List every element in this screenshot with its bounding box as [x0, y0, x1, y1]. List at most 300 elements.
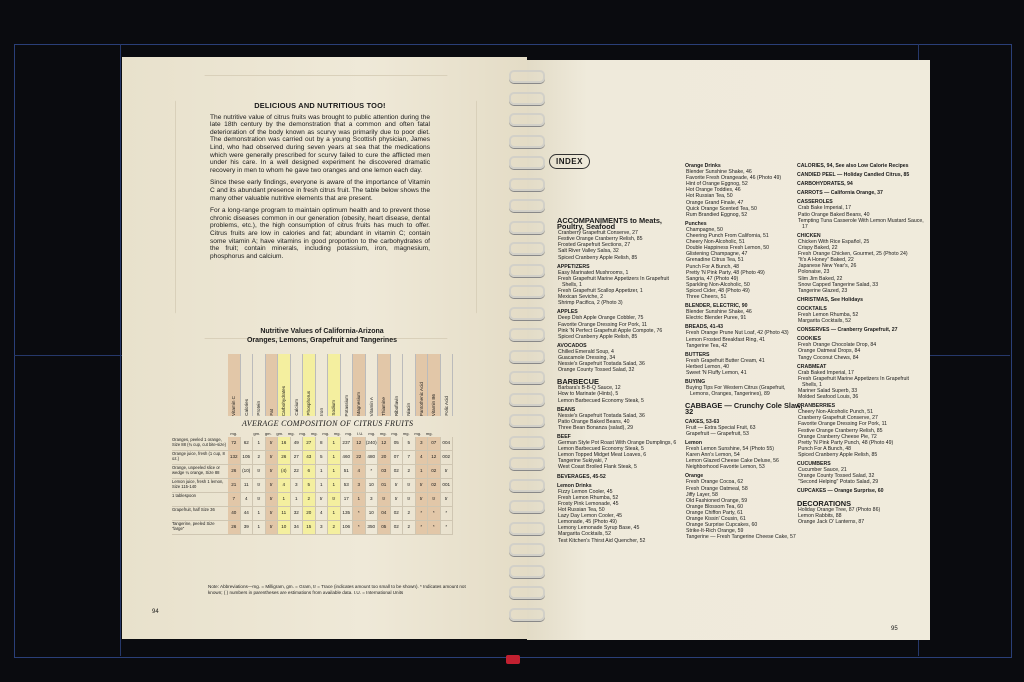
- column-header-label: Calories: [243, 399, 249, 416]
- column-header: [241, 354, 254, 416]
- index-entry: Buying Tips For Western Citrus (Grapefruit, Lemons, Oranges, Tangerines), 89: [686, 385, 786, 398]
- index-category: CRABMEAT: [797, 363, 827, 370]
- table-cell: 02: [391, 507, 404, 520]
- spiral-binding: [509, 60, 543, 640]
- table-cell: 1: [316, 465, 329, 478]
- avg-composition-title: AVERAGE COMPOSITION OF CITRUS FRUITS: [242, 419, 414, 428]
- index-entry: Orange Oatmeal Drops, 84: [798, 348, 861, 355]
- table-cell: 20: [303, 507, 316, 520]
- column-header-label: Calcium: [293, 399, 299, 416]
- table-cell: tr: [378, 493, 391, 506]
- index-entry: Fresh Grapefruit Marine Appetizers In Grapefruit Shells, 1: [798, 375, 910, 388]
- index-category: BARBECUE: [557, 377, 599, 387]
- spiral-coil: [509, 70, 545, 83]
- table-cell: 3: [291, 479, 304, 492]
- spiral-coil: [509, 457, 545, 470]
- table-cell: 1: [253, 507, 266, 520]
- left-page: [122, 57, 527, 639]
- unit-label: mg.: [345, 431, 353, 436]
- table-cell: 04: [378, 507, 391, 520]
- column-header-label: Thiamine: [381, 397, 387, 416]
- column-header-label: Vitamin C: [231, 396, 237, 416]
- index-entry: Strike-It-Rich Orange, 59: [686, 528, 744, 535]
- spiral-coil: [509, 221, 545, 234]
- column-header-label: Phosphorus: [306, 391, 312, 416]
- spiral-coil: [509, 436, 545, 449]
- index-entry: Fresh Grapefruit Butter Cream, 41: [686, 357, 765, 364]
- index-entry: Spiced Cranberry Apple Relish, 85: [798, 451, 878, 458]
- spiral-coil: [509, 500, 545, 513]
- unit-label: gm.: [264, 431, 272, 436]
- unit-label: mg.: [402, 431, 410, 436]
- table-cell: 21: [228, 479, 241, 492]
- index-entry: Three Bean Bonanza (salad), 29: [558, 424, 633, 431]
- index-entry: Crab Baked Imperial, 17: [798, 369, 854, 376]
- index-entry: Shrimp Pacifica, 2 (Photo 3): [558, 300, 623, 307]
- table-cell: 7: [228, 493, 241, 506]
- index-entry: Cranberry Grapefruit Conserve, 27: [798, 415, 878, 422]
- index-entry: Easy Marinated Mushrooms, 1: [558, 269, 629, 276]
- essay-title: DELICIOUS AND NUTRITIOUS TOO!: [254, 101, 386, 110]
- table-cell: 11: [278, 507, 291, 520]
- table-cell: tr: [328, 493, 341, 506]
- table-cell: 3: [353, 479, 366, 492]
- spiral-coil: [509, 199, 545, 212]
- index-entry: Tangerine — Fresh Tangerine Cheese Cake, 57: [686, 534, 796, 541]
- spiral-coil: [509, 285, 545, 298]
- column-header-label: Sodium: [331, 400, 337, 416]
- index-entry: Old Fashioned Orange, 59: [686, 497, 748, 504]
- index-entry: Lemon Rabbits, 88: [798, 512, 842, 519]
- table-cell: 2: [403, 465, 416, 478]
- index-category: Orange Drinks: [685, 163, 721, 169]
- index-entry: Japanese New Year's, 26: [798, 263, 857, 270]
- table-cell: 27: [291, 451, 304, 464]
- column-header-label: Protein: [256, 401, 262, 416]
- spiral-coil: [509, 543, 545, 556]
- index-entry: Margarita Cocktails, 52: [798, 318, 852, 325]
- index-heading: INDEX: [549, 154, 590, 169]
- spiral-coil: [509, 328, 545, 341]
- row-label: Tangerine, peeled Size "large": [172, 521, 215, 531]
- table-cell: 6: [303, 465, 316, 478]
- index-entry: Guacamole Dressing, 34: [558, 354, 616, 361]
- index-category: CONSERVES — Cranberry Grapefruit, 27: [797, 327, 898, 334]
- column-header: [278, 354, 291, 416]
- index-category: CARBOHYDRATES, 94: [797, 181, 853, 188]
- index-category: BEEF: [557, 434, 571, 440]
- table-row: [172, 493, 453, 507]
- table-cell: 2: [303, 493, 316, 506]
- index-entry: How to Marinate (Hints), 5: [558, 391, 619, 398]
- table-cell: tr: [391, 493, 404, 506]
- column-header: [366, 354, 379, 416]
- column-header: [416, 354, 429, 416]
- index-entry: Pink 'N Perfect Grapefruit Apple Compote, 76: [558, 327, 663, 334]
- table-cell: 4: [278, 479, 291, 492]
- table-cell: 2: [403, 521, 416, 534]
- column-header: [378, 354, 391, 416]
- table-cell: *: [416, 521, 429, 534]
- spiral-coil: [509, 608, 545, 621]
- table-cell: 02: [391, 521, 404, 534]
- index-entry: Favorite Fresh Orangeade, 46 (Photo 49): [686, 175, 782, 182]
- index-entry: Herbed Lemon, 40: [686, 363, 729, 370]
- index-category: BLENDER, ELECTRIC, 90: [685, 303, 748, 310]
- table-cell: 2: [328, 521, 341, 534]
- table-cell: 1: [416, 465, 429, 478]
- index-category: COOKIES: [797, 336, 821, 343]
- index-entry: Fresh Lemon Rhumba, 52: [798, 311, 859, 318]
- table-cell: *: [416, 507, 429, 520]
- unit-label: mg.: [310, 431, 318, 436]
- column-header: [228, 354, 241, 416]
- table-cell: 17: [341, 493, 354, 506]
- column-header-label: Potassium: [343, 394, 349, 416]
- index-entry: Neighborhood Favorite Lemon, 53: [686, 464, 765, 471]
- table-cell: 2: [403, 507, 416, 520]
- essay-paragraph: For a long-range program to maintain optimum health and to prevent those chronic diseases common in our generation (obesity, heart disease, dental problems, etc.), the high consumption of citrus fruits has much to offer. Citrus fruits are low in calories and fat; abundant in vitamin C; contain some vitamin A; have vitamins in good proportion to the carbohydrates of the fruit; contain minerals, including potassium, iron, magnesium, phosphorus and calcium.: [210, 207, 430, 260]
- index-entry: Fruit — Extra Special Fruit, 63: [686, 424, 756, 431]
- table-cell: tr: [441, 465, 454, 478]
- unit-label: mg.: [299, 431, 307, 436]
- index-entry: Spiced Cranberry Apple Relish, 85: [558, 333, 638, 340]
- right-page: [527, 60, 930, 640]
- row-label: Orange, unpeeled slice or wedge ¼ orange, Size 88: [172, 465, 220, 475]
- table-notes: Note: Abbreviations—mg. = Milligram, gm. = Gram, tr = Trace (indicates amount too small to be shown). * Indicates amount not known; ( ) numbers in parentheses are estimations from available data. I.U. = International Units: [208, 584, 466, 595]
- unit-row: [228, 431, 435, 436]
- index-entry: Orange County Tossed Salad, 32: [558, 367, 635, 374]
- unit-label: mg.: [230, 431, 238, 436]
- table-cell: 20: [378, 451, 391, 464]
- column-header-label: Riboflavin: [393, 395, 399, 416]
- table-cell: 1: [328, 479, 341, 492]
- spiral-coil: [509, 522, 545, 535]
- index-category: Lemon Drinks: [557, 482, 592, 489]
- table-cell: 44: [241, 507, 254, 520]
- index-entry: Pretty 'N Pink Party Punch, 48 (Photo 49): [798, 439, 894, 446]
- index-category: AVOCADOS: [557, 342, 587, 349]
- index-entry: Sweet 'N Fluffy Lemon, 41: [686, 370, 747, 376]
- column-header: [391, 354, 404, 416]
- table-cell: 001: [441, 479, 454, 492]
- table-cell: tr: [266, 437, 279, 450]
- table-cell: tr: [266, 451, 279, 464]
- index-entry: Cheering Punch From California, 51: [686, 233, 769, 240]
- table-cell: 106: [341, 521, 354, 534]
- table-row: [172, 465, 453, 479]
- index-entry: Three Cheers, 51: [686, 293, 727, 300]
- column-header: [328, 354, 341, 416]
- index-entry: Hint of Orange Eggnog, 52: [686, 181, 748, 188]
- table-cell: 26: [228, 521, 241, 534]
- table-cell: 40: [228, 507, 241, 520]
- index-entry: Fresh Orange Chocolate Drop, 84: [798, 342, 877, 349]
- index-entry: Orange Surprise Cupcakes, 60: [686, 522, 758, 529]
- essay-paragraph: Since these early findings, everyone is aware of the importance of Vitamin C and its abundant presence in fresh citrus fruit. The table below shows the many other valuable nutritive elements that are present.: [210, 179, 430, 202]
- table-cell: *: [441, 521, 454, 534]
- index-entry: Orange Grand Finale, 47: [686, 199, 744, 206]
- index-category: BEANS: [557, 406, 576, 413]
- spiral-coil: [509, 479, 545, 492]
- index-column-2: [685, 160, 803, 540]
- essay-paragraph: The nutritive value of citrus fruits was brought to public attention during the late 18th century by the demonstration that a common and often fatal deterioration of the body known as scurvy was primarily due to poor diet. The demonstration was carried out by a young Scottish physician, James Lind, who had observed during seven years at sea that the medications which were generally prescribed for scurvy failed to cure the afflicted men under his care. In a well designed experiment he discovered dramatic recovery in men to whom he gave two oranges and one lemon each day.: [210, 113, 430, 174]
- column-header-label: Vitamin B6: [431, 393, 437, 416]
- column-header-label: Fat: [268, 409, 274, 416]
- spiral-coil: [509, 156, 545, 169]
- index-entry: Mexican Seviche, 2: [558, 294, 603, 301]
- index-column-1: [557, 212, 677, 544]
- unit-label: gm.: [276, 431, 284, 436]
- index-entry: Orange Cranberry Cheese Pie, 72: [798, 433, 877, 440]
- index-entry: Lazy Day Lemon Cooler, 45: [558, 513, 623, 520]
- table-cell: 07: [391, 451, 404, 464]
- index-entry: Patio Orange Baked Beans, 40: [558, 418, 630, 425]
- index-entry: Sparkling Non-Alcoholic, 50: [686, 281, 750, 288]
- table-cell: 51: [341, 465, 354, 478]
- table-cell: 22: [291, 465, 304, 478]
- table-cell: 43: [303, 451, 316, 464]
- spiral-coil: [509, 307, 545, 320]
- spiral-coil: [509, 113, 545, 126]
- table-cell: 3: [416, 437, 429, 450]
- table-cell: *: [353, 521, 366, 534]
- index-entry: Orange Jack O' Lanterns, 87: [798, 518, 865, 525]
- table-title-line: Nutritive Values of California-Arizona: [260, 328, 384, 335]
- table-cell: 4: [316, 507, 329, 520]
- column-header-label: Magnesium: [356, 392, 362, 416]
- index-category: CANDIED PEEL — Holiday Candied Citrus, 85: [797, 172, 910, 179]
- essay: [210, 102, 430, 265]
- index-category: BUTTERS: [685, 351, 710, 358]
- column-header: [303, 354, 316, 416]
- index-entry: Fresh Orange Prune Nut Loaf, 42 (Photo 43): [686, 330, 789, 337]
- index-entry: Favorite Orange Dressing For Pork, 11: [798, 421, 887, 428]
- table-row: [172, 507, 453, 521]
- table-cell: 1: [278, 493, 291, 506]
- table-row: [172, 521, 453, 535]
- index-entry: Lemony Lemonade Syrup Base, 45: [558, 525, 640, 532]
- column-header: [266, 354, 279, 416]
- index-entry: Slim Jim Baked, 22: [798, 275, 843, 282]
- index-entry: Lemon Barbecued Economy Steak, 5: [558, 397, 644, 404]
- table-cell: 135: [341, 507, 354, 520]
- table-cell: tr: [416, 479, 429, 492]
- table-cell: 02: [428, 479, 441, 492]
- table-cell: 72: [228, 437, 241, 450]
- column-header: [253, 354, 266, 416]
- table-cell: 10: [278, 521, 291, 534]
- index-entry: Festive Orange Cranberry Relish, 85: [798, 427, 883, 434]
- table-cell: 5: [316, 451, 329, 464]
- table-cell: 01: [378, 479, 391, 492]
- table-cell: 39: [241, 521, 254, 534]
- index-entry: Lemon Frosted Breakfast Ring, 41: [686, 336, 766, 343]
- page-number: 94: [152, 609, 159, 615]
- page-number: 95: [891, 626, 898, 632]
- table-cell: 1: [328, 451, 341, 464]
- index-entry: Blender Sunshine Shake, 46: [686, 169, 752, 176]
- table-cell: 1: [253, 437, 266, 450]
- table-cell: 1: [253, 521, 266, 534]
- table-cell: tr: [266, 521, 279, 534]
- row-label: Oranges, peeled 1 orange, Size 88 (¾ cup, cut bite-size): [172, 437, 226, 447]
- index-entry: Chilled Emerald Soup, 4: [558, 348, 614, 355]
- spiral-coil: [509, 178, 545, 191]
- index-entry: Orange Blossom Tea, 60: [686, 503, 743, 510]
- table-cell: 12: [378, 437, 391, 450]
- table-cell: tr: [403, 479, 416, 492]
- index-entry: Margarita Cocktails, 52: [558, 531, 612, 538]
- index-entry: Jiffy Layer, 58: [686, 491, 718, 498]
- table-cell: tr: [316, 493, 329, 506]
- index-entry: Spiced Cider, 48 (Photo 49): [686, 287, 750, 294]
- table-cell: 7: [403, 451, 416, 464]
- table-cell: 49: [291, 437, 304, 450]
- index-category: Lemon: [685, 439, 703, 446]
- spiral-coil: [509, 350, 545, 363]
- index-category: CHICKEN: [797, 232, 821, 239]
- index-entry: Hot Orange Toddies, 46: [686, 187, 741, 194]
- index-entry: Tempting Tuna Casserole With Lemon Mustard Sauce, 17: [798, 217, 924, 230]
- index-entry: Molded Seafood Louis, 36: [798, 394, 859, 401]
- index-entry: Chicken With Rice Español, 25: [798, 238, 870, 245]
- index-entry: Nessie's Grapefruit Tostada Salad, 36: [558, 361, 645, 368]
- index-category: BREADS, 41-43: [685, 324, 724, 331]
- table-cell: 07: [428, 437, 441, 450]
- index-category: APPLES: [557, 309, 578, 316]
- index-entry: Fresh Orange Oatmeal, 58: [686, 485, 748, 492]
- table-cell: tr: [441, 493, 454, 506]
- table-cell: 15: [303, 521, 316, 534]
- index-entry: Deep Dish Apple Orange Cobbler, 75: [558, 315, 644, 322]
- index-entry: Fresh Orange Chicken, Gourmet, 25 (Photo 24): [798, 251, 908, 258]
- index-entry: Cucumber Sauce, 21: [798, 467, 847, 474]
- table-cell: *: [366, 465, 379, 478]
- unit-label: gm.: [253, 431, 261, 436]
- index-entry: Favorite Orange Dressing For Pork, 11: [558, 321, 647, 328]
- table-cell: 27: [303, 437, 316, 450]
- index-entry: Punch For A Bunch, 48: [686, 263, 740, 270]
- table-cell: 05: [391, 437, 404, 450]
- index-entry: Fresh Grapefruit Scallop Appetizer, 1: [558, 288, 643, 295]
- table-cell: 11: [241, 479, 254, 492]
- table-cell: 26: [278, 451, 291, 464]
- index-entry: Quick Orange Scented Tea, 50: [686, 205, 757, 212]
- table-cell: tr: [428, 493, 441, 506]
- spiral-coil: [509, 565, 545, 578]
- index-entry: Mariner Salad Superb, 33: [798, 388, 858, 394]
- index-entry: Nessie's Grapefruit Tostada Salad, 36: [558, 412, 645, 419]
- index-entry: Orange Kissin' Cousin, 61: [686, 515, 746, 522]
- table-cell: tr: [403, 493, 416, 506]
- table-cell: 10: [366, 507, 379, 520]
- spiral-coil: [509, 586, 545, 599]
- column-header-label: Niacin: [406, 403, 412, 416]
- column-header-label: Folic Acid: [443, 396, 449, 416]
- index-entry: Orange Chiffon Party, 61: [686, 509, 743, 516]
- table-cell: 02: [428, 465, 441, 478]
- table-cell: 105: [241, 451, 254, 464]
- index-entry: Cranberry Grapefruit Conserve, 27: [558, 230, 638, 237]
- spiral-coil: [509, 414, 545, 427]
- table-row: [172, 437, 453, 451]
- table-cell: 1: [328, 437, 341, 450]
- unit-label: mg.: [333, 431, 341, 436]
- table-cell: 132: [228, 451, 241, 464]
- index-category: CRANBERRIES: [797, 403, 836, 410]
- column-header-label: Vitamin A: [368, 396, 374, 416]
- table-cell: 5: [403, 437, 416, 450]
- index-entry: Pretty 'N Pink Party, 48 (Photo 49): [686, 269, 765, 276]
- table-cell: tr: [253, 479, 266, 492]
- spiral-coil: [509, 242, 545, 255]
- index-entry: Champagne, 50: [686, 226, 723, 233]
- index-category: COCKTAILS: [797, 305, 827, 312]
- table-cell: 004: [441, 437, 454, 450]
- index-entry: Fizzy Lemon Cooler, 45: [558, 488, 613, 495]
- index-entry: Lemon Barbecued Economy Steak, 5: [558, 446, 644, 453]
- index-entry: Holiday Orange Tree, 87 (Photo 86): [798, 506, 881, 513]
- index-entry: "It's A Honey" Baked, 22: [798, 257, 854, 264]
- table-cell: (4): [278, 465, 291, 478]
- index-category: CUCUMBERS: [797, 461, 831, 468]
- table-cell: 480: [366, 451, 379, 464]
- index-category: BUYING: [685, 379, 706, 386]
- index-entry: Orange County Tossed Salad, 32: [798, 473, 875, 480]
- index-category: Punches: [685, 220, 707, 227]
- index-entry: Crispy Baked, 22: [798, 245, 838, 252]
- table-cell: 1: [328, 507, 341, 520]
- nutrition-table: [172, 437, 453, 535]
- table-cell: 62: [241, 437, 254, 450]
- table-cell: 12: [353, 437, 366, 450]
- index-category: CHRISTMAS, See Holidays: [797, 296, 864, 303]
- column-header-label: Iron: [318, 408, 324, 416]
- index-category: DECORATIONS: [797, 498, 852, 508]
- table-cell: 4: [241, 493, 254, 506]
- spiral-coil: [509, 393, 545, 406]
- table-cell: 5: [303, 479, 316, 492]
- table-cell: 10: [366, 479, 379, 492]
- index-entry: Hot Russian Tea, 50: [558, 507, 605, 514]
- table-cell: 02: [391, 465, 404, 478]
- column-header: [428, 354, 441, 416]
- table-cell: tr: [253, 493, 266, 506]
- index-entry: Fresh Grapefruit Marine Appetizers In Grapefruit Shells, 1: [558, 275, 670, 288]
- unit-label: I.U.: [357, 431, 364, 436]
- index-category: ACCOMPANIMENTS to Meats, Poultry, Seafood: [557, 216, 662, 232]
- index-entry: Electric Blender Puree, 91: [686, 315, 747, 322]
- index-entry: Lemon Topped Midget Meat Loaves, 6: [558, 452, 647, 459]
- index-entry: Double Happiness Fresh Lemon, 50: [686, 245, 770, 252]
- row-label: Lemon juice, fresh 1 lemon, Size 115-140: [172, 479, 224, 489]
- index-entry: German Style Pot Roast With Orange Dumplings, 6: [558, 440, 677, 447]
- column-header-label: Pantothenic Acid: [418, 381, 424, 416]
- index-entry: Crab Bake Imperial, 17: [798, 205, 852, 212]
- table-cell: 237: [341, 437, 354, 450]
- index-entry: Polonaise, 23: [798, 269, 830, 276]
- table-cell: (240): [366, 437, 379, 450]
- table-cell: 2: [253, 451, 266, 464]
- index-category: APPETIZERS: [557, 263, 590, 270]
- column-header: [441, 354, 454, 416]
- unit-label: mg.: [414, 431, 422, 436]
- index-entry: Festive Orange Cranberry Relish, 85: [558, 236, 643, 243]
- table-cell: tr: [391, 479, 404, 492]
- table-cell: *: [428, 507, 441, 520]
- index-entry: Salt River Valley Salsa, 32: [558, 248, 619, 255]
